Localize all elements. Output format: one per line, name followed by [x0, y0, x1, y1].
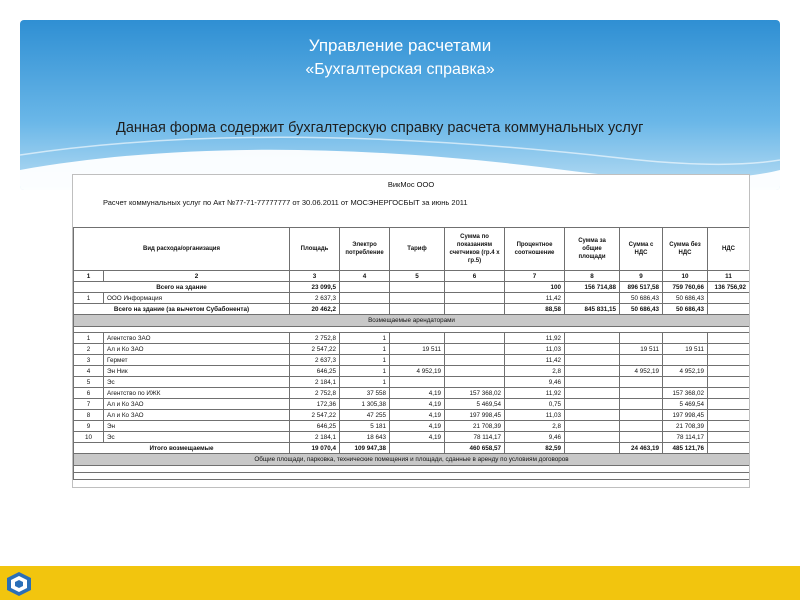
report-title: Расчет коммунальных услуг по Акт №77-71-77777777 от 30.06.2011 от МОСЭНЕРГОСБЫТ за июнь 2011: [103, 198, 468, 207]
tenant-name: Агентство ЗАО: [104, 333, 290, 344]
without-vat-cell: 50 686,43: [663, 293, 708, 304]
without-vat-cell: 21 708,39: [663, 421, 708, 432]
tenant-name: Агентство по ИЖК: [104, 388, 290, 399]
row-num: 9: [74, 421, 104, 432]
common-cell: [565, 410, 620, 421]
without-vat-cell: 5 469,54: [663, 399, 708, 410]
common-cell: 156 714,88: [565, 282, 620, 293]
common-cell: [565, 377, 620, 388]
vat-cell: 136 756,92: [708, 282, 750, 293]
without-vat-cell: 78 114,17: [663, 432, 708, 443]
percent-cell: 88,58: [505, 304, 565, 315]
with-vat-cell: [620, 399, 663, 410]
section-band-common-areas: [74, 454, 750, 466]
vat-cell: [708, 432, 750, 443]
area-cell: 172,36: [290, 399, 340, 410]
consumption-cell: 1: [340, 344, 390, 355]
percent-cell: 11,42: [505, 355, 565, 366]
consumption-cell: 1 305,38: [340, 399, 390, 410]
with-vat-cell: [620, 355, 663, 366]
tariff-cell: 4,19: [390, 421, 445, 432]
tenant-name: Эс: [104, 432, 290, 443]
section-title: Возмещаемые арендаторами: [74, 315, 750, 327]
report-org-name: ВикМос ООО: [387, 180, 435, 189]
slide-footer-bar: [0, 566, 800, 600]
row-num: 2: [74, 344, 104, 355]
header-sum-without-vat: Сумма без НДС: [663, 228, 708, 271]
without-vat-cell: 759 760,66: [663, 282, 708, 293]
without-vat-cell: 485 121,76: [663, 443, 708, 454]
section-title: Общие площади, парковка, технические помещения и площади, сданные в аренду по условиям договоров: [74, 454, 750, 466]
row-label: Всего на здание (за вычетом Субабонента): [74, 304, 290, 315]
header-consumption: Электро потребление: [340, 228, 390, 271]
tenant-name: Гермет: [104, 355, 290, 366]
without-vat-cell: 157 368,02: [663, 388, 708, 399]
col-num: 6: [445, 271, 505, 282]
consumption-cell: 47 255: [340, 410, 390, 421]
area-cell: 23 099,5: [290, 282, 340, 293]
col-num: 5: [390, 271, 445, 282]
table-header-row: [74, 228, 750, 271]
col-num: 3: [290, 271, 340, 282]
with-vat-cell: [620, 410, 663, 421]
consumption-cell: 1: [340, 377, 390, 388]
row-num: 6: [74, 388, 104, 399]
tenant-name: Ал и Ко ЗАО: [104, 399, 290, 410]
area-cell: 2 637,3: [290, 355, 340, 366]
percent-cell: 11,92: [505, 388, 565, 399]
tenant-name: Ал и Ко ЗАО: [104, 344, 290, 355]
consumption-cell: 109 947,38: [340, 443, 390, 454]
header-meter-sum: Сумма по показаниям счетчиков (гр.4 х гр.5): [445, 228, 505, 271]
total-building-row: [74, 282, 750, 293]
tariff-cell: [390, 377, 445, 388]
percent-cell: 11,42: [505, 293, 565, 304]
sum-cell: [445, 355, 505, 366]
percent-cell: 9,46: [505, 377, 565, 388]
vat-cell: [708, 355, 750, 366]
with-vat-cell: [620, 421, 663, 432]
percent-cell: 2,8: [505, 366, 565, 377]
header-sum-with-vat: Сумма с НДС: [620, 228, 663, 271]
slide-title: Управление расчетами: [308, 36, 492, 55]
common-cell: 845 831,15: [565, 304, 620, 315]
col-num: 8: [565, 271, 620, 282]
with-vat-cell: [620, 388, 663, 399]
table-row: [74, 333, 750, 344]
row-num: 1: [74, 333, 104, 344]
percent-cell: 11,03: [505, 410, 565, 421]
with-vat-cell: 4 952,19: [620, 366, 663, 377]
common-cell: [565, 388, 620, 399]
vat-cell: [708, 333, 750, 344]
area-cell: 20 462,2: [290, 304, 340, 315]
area-cell: 2 752,8: [290, 388, 340, 399]
col-num: 1: [74, 271, 104, 282]
with-vat-cell: [620, 432, 663, 443]
percent-cell: 11,03: [505, 344, 565, 355]
total-minus-subscriber-row: [74, 304, 750, 315]
sum-cell: 157 368,02: [445, 388, 505, 399]
with-vat-cell: 19 511: [620, 344, 663, 355]
table-row: [74, 366, 750, 377]
without-vat-cell: 197 998,45: [663, 410, 708, 421]
table-row: [74, 399, 750, 410]
tariff-cell: 19 511: [390, 344, 445, 355]
common-cell: [565, 421, 620, 432]
sum-cell: 197 998,45: [445, 410, 505, 421]
without-vat-cell: 4 952,19: [663, 366, 708, 377]
percent-cell: 82,59: [505, 443, 565, 454]
vat-cell: [708, 366, 750, 377]
area-cell: 646,25: [290, 421, 340, 432]
sum-cell: 460 658,57: [445, 443, 505, 454]
tenant-name: Ал и Ко ЗАО: [104, 410, 290, 421]
reimbursed-total-row: [74, 443, 750, 454]
cube-logo-icon: [4, 570, 34, 598]
header-tariff: Тариф: [390, 228, 445, 271]
with-vat-cell: [620, 377, 663, 388]
common-cell: [565, 399, 620, 410]
table-row: [74, 432, 750, 443]
without-vat-cell: [663, 333, 708, 344]
with-vat-cell: 24 463,19: [620, 443, 663, 454]
section-band-reimbursed: [74, 315, 750, 327]
without-vat-cell: [663, 377, 708, 388]
common-cell: [565, 333, 620, 344]
row-num: 7: [74, 399, 104, 410]
with-vat-cell: 896 517,58: [620, 282, 663, 293]
col-num: 11: [708, 271, 750, 282]
area-cell: 2 184,1: [290, 432, 340, 443]
common-cell: [565, 366, 620, 377]
tariff-cell: [390, 355, 445, 366]
tariff-cell: [390, 333, 445, 344]
slide-description: Данная форма содержит бухгалтерскую справку расчета коммунальных услуг: [116, 120, 644, 136]
header-area: Площадь: [290, 228, 340, 271]
table-row: [74, 355, 750, 366]
header-common-sum: Сумма за общие площади: [565, 228, 620, 271]
utilities-table: [73, 227, 750, 480]
vat-cell: [708, 421, 750, 432]
table-row: [74, 410, 750, 421]
without-vat-cell: 19 511: [663, 344, 708, 355]
spacer-row: [74, 466, 750, 473]
sum-cell: [445, 366, 505, 377]
header-percent: Процентное соотношение: [505, 228, 565, 271]
percent-cell: 9,46: [505, 432, 565, 443]
consumption-cell: 18 643: [340, 432, 390, 443]
tenant-name: Эн: [104, 421, 290, 432]
vat-cell: [708, 344, 750, 355]
table-row: [74, 421, 750, 432]
percent-cell: 0,75: [505, 399, 565, 410]
common-cell: [565, 432, 620, 443]
consumption-cell: 37 558: [340, 388, 390, 399]
tariff-cell: 4 952,19: [390, 366, 445, 377]
slide-subtitle: «Бухгалтерская справка»: [305, 61, 495, 78]
table-row: [74, 377, 750, 388]
vat-cell: [708, 388, 750, 399]
tariff-cell: 4,19: [390, 399, 445, 410]
row-num: 1: [74, 293, 104, 304]
common-cell: [565, 355, 620, 366]
sum-cell: [445, 344, 505, 355]
sum-cell: [445, 377, 505, 388]
row-label: Всего на здание: [74, 282, 290, 293]
tenant-name: Эн Ник: [104, 366, 290, 377]
area-cell: 2 547,22: [290, 344, 340, 355]
header-expense-type: Вид расхода/организация: [74, 228, 290, 271]
col-num: 9: [620, 271, 663, 282]
col-num: 7: [505, 271, 565, 282]
table-row: [74, 388, 750, 399]
row-num: 10: [74, 432, 104, 443]
consumption-cell: 1: [340, 366, 390, 377]
area-cell: 2 752,8: [290, 333, 340, 344]
header-vat: НДС: [708, 228, 750, 271]
sum-cell: [445, 333, 505, 344]
tenant-name: Эс: [104, 377, 290, 388]
vat-cell: [708, 377, 750, 388]
table-row: [74, 344, 750, 355]
vat-cell: [708, 410, 750, 421]
column-numbers-row: [74, 271, 750, 282]
consumption-cell: 1: [340, 333, 390, 344]
without-vat-cell: [663, 355, 708, 366]
consumption-cell: 5 181: [340, 421, 390, 432]
sum-cell: 21 708,39: [445, 421, 505, 432]
row-label: ООО Информация: [104, 293, 290, 304]
tariff-cell: 4,19: [390, 410, 445, 421]
tenant-rows-group-b: [74, 388, 750, 443]
vat-cell: [708, 399, 750, 410]
accounting-report-image: [72, 174, 750, 488]
sum-cell: 5 469,54: [445, 399, 505, 410]
subscriber-row: [74, 293, 750, 304]
area-cell: 2 637,3: [290, 293, 340, 304]
row-num: 5: [74, 377, 104, 388]
spacer-row: [74, 473, 750, 480]
with-vat-cell: [620, 333, 663, 344]
tariff-cell: 4,19: [390, 432, 445, 443]
tariff-cell: 4,19: [390, 388, 445, 399]
with-vat-cell: 50 686,43: [620, 293, 663, 304]
row-num: 8: [74, 410, 104, 421]
percent-cell: 11,92: [505, 333, 565, 344]
row-num: 3: [74, 355, 104, 366]
area-cell: 2 547,22: [290, 410, 340, 421]
row-label: Итого возмещаемые: [74, 443, 290, 454]
with-vat-cell: 50 686,43: [620, 304, 663, 315]
col-num: 4: [340, 271, 390, 282]
col-num: 10: [663, 271, 708, 282]
tenant-rows-group-a: [74, 333, 750, 388]
row-num: 4: [74, 366, 104, 377]
consumption-cell: 1: [340, 355, 390, 366]
area-cell: 19 070,4: [290, 443, 340, 454]
col-num: 2: [104, 271, 290, 282]
area-cell: 2 184,1: [290, 377, 340, 388]
without-vat-cell: 50 686,43: [663, 304, 708, 315]
area-cell: 646,25: [290, 366, 340, 377]
percent-cell: 100: [505, 282, 565, 293]
common-cell: [565, 344, 620, 355]
sum-cell: 78 114,17: [445, 432, 505, 443]
percent-cell: 2,8: [505, 421, 565, 432]
